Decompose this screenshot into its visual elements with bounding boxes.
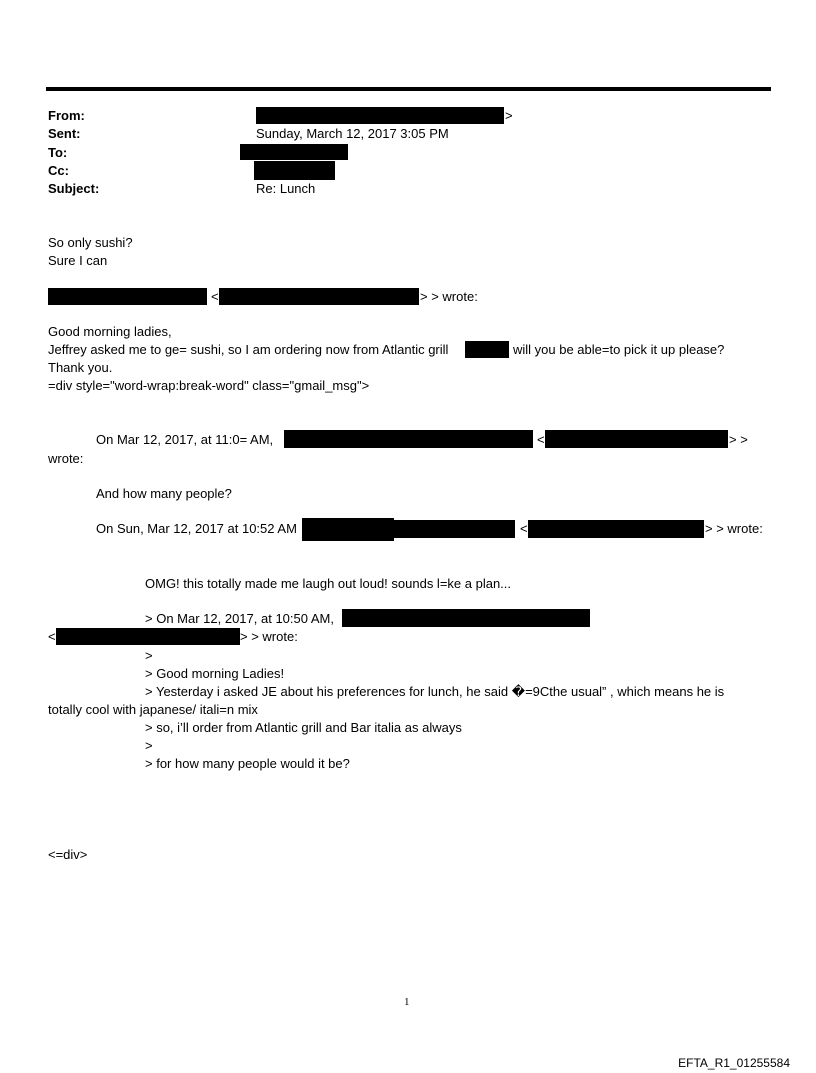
totally-line: totally cool with japanese/ itali=n mix xyxy=(48,702,258,717)
div-close: <=div> xyxy=(48,847,88,862)
body-line-1: So only sushi? xyxy=(48,235,133,250)
wrote-1100: wrote: xyxy=(48,451,84,466)
yesterday-line: > Yesterday i asked JE about his preferences for lunch, he said �=9Cthe usual” , which means he is xyxy=(145,684,725,699)
how-many-people: And how many people? xyxy=(96,486,232,501)
header-rule xyxy=(46,87,771,91)
redacted-sender-email xyxy=(219,288,419,305)
subject-label: Subject: xyxy=(48,181,100,196)
close-angle-1100: > > xyxy=(729,432,748,447)
on-sun-1052: On Sun, Mar 12, 2017 at 10:52 AM xyxy=(96,521,297,536)
subject-value: Re: Lunch xyxy=(256,181,316,196)
redacted-to xyxy=(240,144,348,160)
greeting: Good morning ladies, xyxy=(48,324,172,339)
quote-wrote: > > wrote: xyxy=(420,289,478,304)
for-how-many-line: > for how many people would it be? xyxy=(145,756,350,771)
thanks: Thank you. xyxy=(48,360,113,375)
document-id: EFTA_R1_01255584 xyxy=(678,1056,790,1070)
omg-line: OMG! this totally made me laugh out loud! sounds l=ke a plan... xyxy=(145,576,512,591)
to-label: To: xyxy=(48,145,68,160)
redacted-name-1050 xyxy=(342,609,590,627)
wrote-1050: > > wrote: xyxy=(240,629,298,644)
redacted-email-1100 xyxy=(545,430,728,448)
page-number: 1 xyxy=(404,996,410,1008)
jeffrey-line-part2: will you be able=to pick it up please? xyxy=(513,342,725,357)
on-mar12-1100: On Mar 12, 2017, at 11:0= AM, xyxy=(96,432,274,447)
sent-value: Sunday, March 12, 2017 3:05 PM xyxy=(256,126,449,141)
redacted-sender-name xyxy=(48,288,207,305)
redacted-email-1052 xyxy=(528,520,704,538)
open-angle-1100: < xyxy=(537,432,545,447)
redacted-name-inline xyxy=(465,341,509,358)
quote-gt-1: > xyxy=(145,648,153,663)
cc-label: Cc: xyxy=(48,163,69,178)
wrote-1052: > > wrote: xyxy=(705,521,763,536)
open-angle-1050: < xyxy=(48,629,56,644)
redacted-name-1052-a xyxy=(302,518,394,541)
body-line-2: Sure I can xyxy=(48,253,108,268)
sent-label: Sent: xyxy=(48,126,81,141)
quote-open-angle: < xyxy=(211,289,219,304)
redacted-name-1100 xyxy=(284,430,533,448)
redacted-email-1050 xyxy=(56,628,240,645)
redacted-cc xyxy=(254,161,335,180)
jeffrey-line-part1: Jeffrey asked me to ge= sushi, so I am ordering now from Atlantic grill xyxy=(48,342,449,357)
quote-gt-2: > xyxy=(145,738,153,753)
from-label: From: xyxy=(48,108,85,123)
open-angle-1052: < xyxy=(520,521,528,536)
redacted-name-1052-b xyxy=(392,520,515,538)
so-order-line: > so, i’ll order from Atlantic grill and Bar italia as always xyxy=(145,720,462,735)
on-mar12-1050: > On Mar 12, 2017, at 10:50 AM, xyxy=(145,611,334,626)
good-morning-ladies: > Good morning Ladies! xyxy=(145,666,285,681)
div-line: =div style="word-wrap:break-word" class="gmail_msg"> xyxy=(48,378,370,393)
redacted-from xyxy=(256,107,504,124)
from-suffix: > xyxy=(505,108,513,123)
